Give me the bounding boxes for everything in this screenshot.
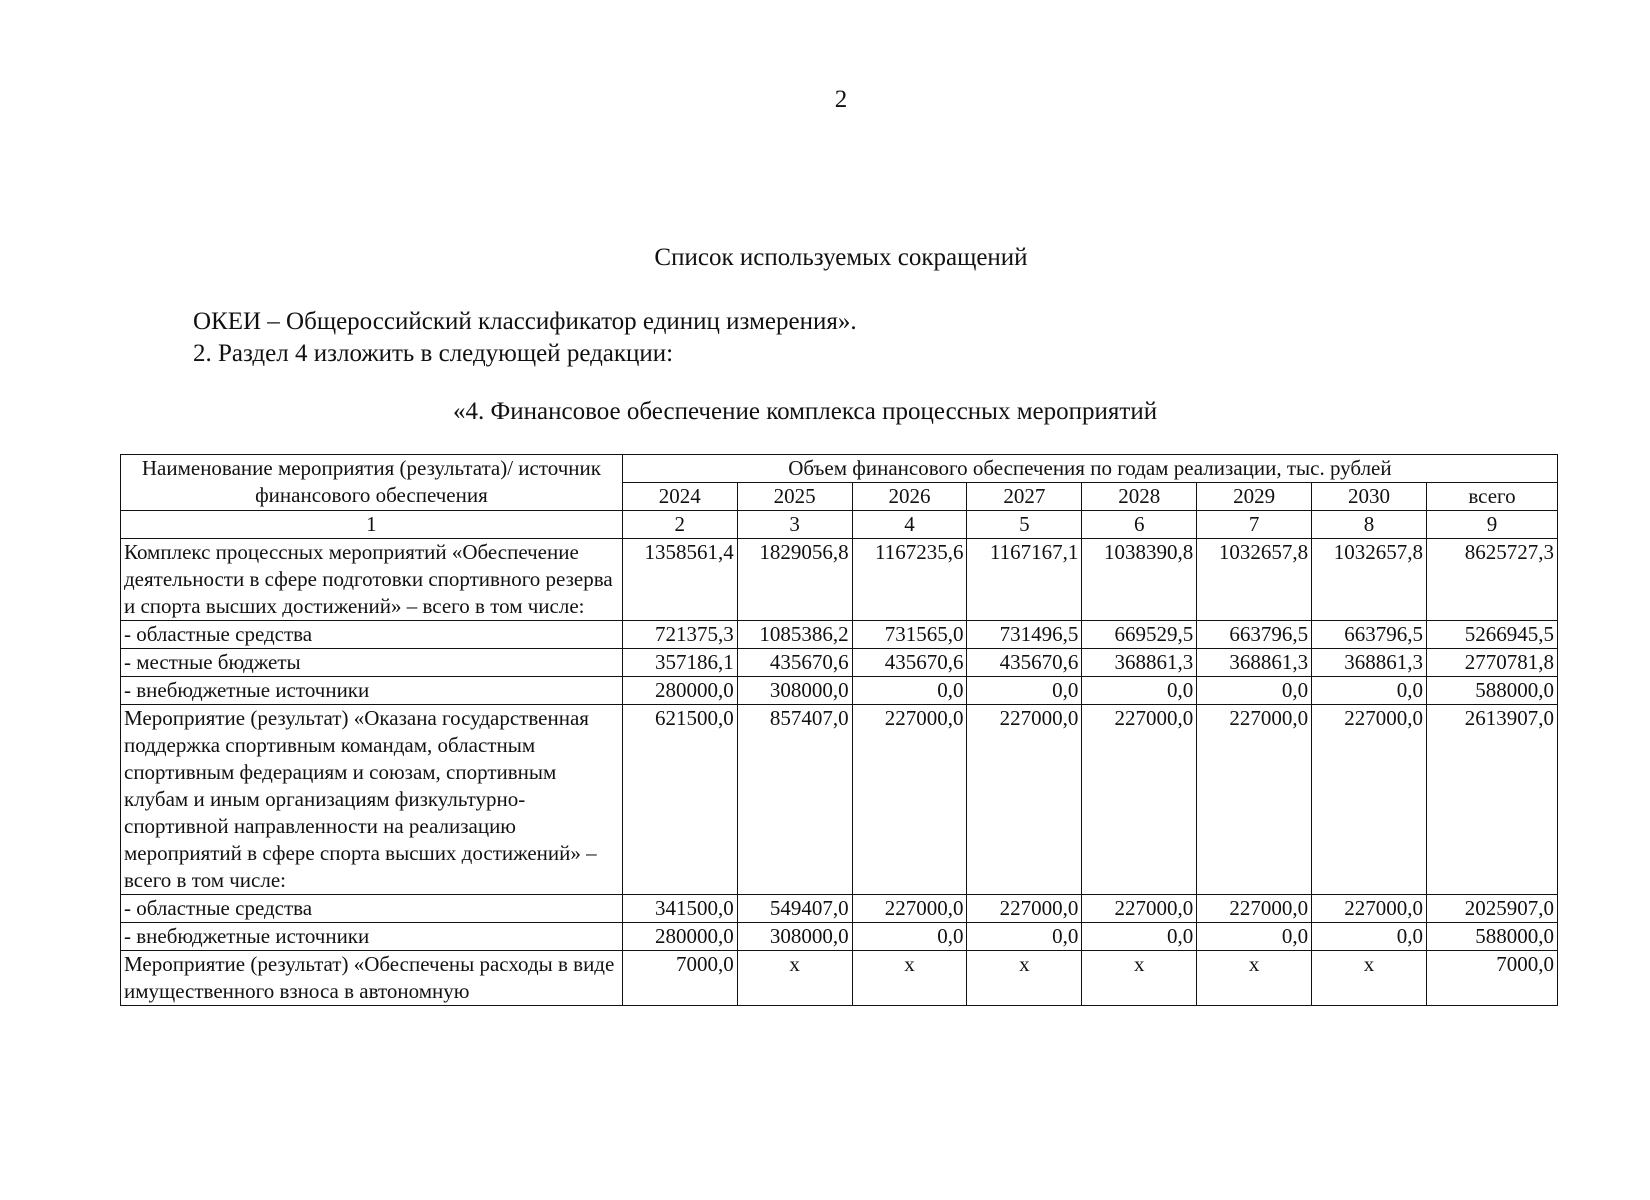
value-cell: 308000,0 xyxy=(737,677,852,705)
value-cell: x xyxy=(1082,951,1197,1006)
value-cell: 435670,6 xyxy=(852,649,967,677)
header-volume-cell: Объем финансового обеспечения по годам реализации, тыс. рублей xyxy=(622,455,1557,483)
column-index: 3 xyxy=(737,511,852,539)
row-name-cell: Комплекс процессных мероприятий «Обеспечение деятельности в сфере подготовки спортивного резерва и спорта высших достижений» – всего в том числе: xyxy=(121,539,623,621)
value-cell: 0,0 xyxy=(1312,677,1427,705)
column-index: 4 xyxy=(852,511,967,539)
table-row xyxy=(121,951,1558,1006)
value-cell: 549407,0 xyxy=(737,895,852,923)
year-header: 2026 xyxy=(852,483,967,511)
value-cell: 1038390,8 xyxy=(1082,539,1197,621)
value-cell: 227000,0 xyxy=(1197,895,1312,923)
column-index: 6 xyxy=(1082,511,1197,539)
table-row xyxy=(121,923,1558,951)
column-index-row xyxy=(121,511,1558,539)
table-row xyxy=(121,677,1558,705)
value-cell: 5266945,5 xyxy=(1426,621,1557,649)
column-index: 2 xyxy=(622,511,737,539)
value-cell: 1358561,4 xyxy=(622,539,737,621)
value-cell: x xyxy=(1197,951,1312,1006)
year-header: 2024 xyxy=(622,483,737,511)
value-cell: x xyxy=(852,951,967,1006)
total-header: всего xyxy=(1426,483,1557,511)
value-cell: 0,0 xyxy=(852,677,967,705)
column-index: 8 xyxy=(1312,511,1427,539)
value-cell: 227000,0 xyxy=(1082,705,1197,895)
table-row xyxy=(121,649,1558,677)
value-cell: 435670,6 xyxy=(737,649,852,677)
section-title: «4. Финансовое обеспечение комплекса процессных мероприятий xyxy=(453,398,1158,425)
column-index: 5 xyxy=(967,511,1082,539)
row-name-cell: - внебюджетные источники xyxy=(121,677,623,705)
value-cell: 621500,0 xyxy=(622,705,737,895)
value-cell: 341500,0 xyxy=(622,895,737,923)
year-header: 2029 xyxy=(1197,483,1312,511)
value-cell: 435670,6 xyxy=(967,649,1082,677)
value-cell: x xyxy=(1312,951,1427,1006)
value-cell: 0,0 xyxy=(967,677,1082,705)
year-header: 2027 xyxy=(967,483,1082,511)
value-cell: 857407,0 xyxy=(737,705,852,895)
table-row xyxy=(121,705,1558,895)
value-cell: 2770781,8 xyxy=(1426,649,1557,677)
table-row xyxy=(121,539,1558,621)
value-cell: 1167235,6 xyxy=(852,539,967,621)
value-cell: 0,0 xyxy=(1312,923,1427,951)
value-cell: 227000,0 xyxy=(967,895,1082,923)
value-cell: 280000,0 xyxy=(622,923,737,951)
column-index: 7 xyxy=(1197,511,1312,539)
value-cell: 663796,5 xyxy=(1197,621,1312,649)
page-number: 2 xyxy=(834,86,848,113)
column-index: 1 xyxy=(121,511,623,539)
row-name-cell: - областные средства xyxy=(121,621,623,649)
value-cell: 2025907,0 xyxy=(1426,895,1557,923)
year-header: 2030 xyxy=(1312,483,1427,511)
abbreviations-title: Список используемых сокращений xyxy=(654,244,1028,271)
value-cell: 731496,5 xyxy=(967,621,1082,649)
row-name-cell: - местные бюджеты xyxy=(121,649,623,677)
value-cell: 227000,0 xyxy=(852,705,967,895)
value-cell: 368861,3 xyxy=(1312,649,1427,677)
value-cell: 368861,3 xyxy=(1197,649,1312,677)
value-cell: 2613907,0 xyxy=(1426,705,1557,895)
value-cell: 227000,0 xyxy=(967,705,1082,895)
value-cell: 0,0 xyxy=(1082,923,1197,951)
paragraph-okei: ОКЕИ – Общероссийский классификатор единиц измерения». xyxy=(193,308,857,335)
value-cell: 227000,0 xyxy=(1197,705,1312,895)
value-cell: 0,0 xyxy=(852,923,967,951)
year-header: 2025 xyxy=(737,483,852,511)
value-cell: 1167167,1 xyxy=(967,539,1082,621)
value-cell: 0,0 xyxy=(967,923,1082,951)
value-cell: 663796,5 xyxy=(1312,621,1427,649)
value-cell: 1032657,8 xyxy=(1197,539,1312,621)
financing-table xyxy=(120,454,1558,1006)
value-cell: x xyxy=(737,951,852,1006)
value-cell: 588000,0 xyxy=(1426,677,1557,705)
value-cell: 1829056,8 xyxy=(737,539,852,621)
value-cell: 308000,0 xyxy=(737,923,852,951)
paragraph-section-change: 2. Раздел 4 изложить в следующей редакции: xyxy=(193,340,674,367)
year-header: 2028 xyxy=(1082,483,1197,511)
value-cell: 0,0 xyxy=(1197,923,1312,951)
value-cell: 588000,0 xyxy=(1426,923,1557,951)
value-cell: 227000,0 xyxy=(1312,895,1427,923)
value-cell: 0,0 xyxy=(1197,677,1312,705)
value-cell: x xyxy=(967,951,1082,1006)
value-cell: 227000,0 xyxy=(852,895,967,923)
value-cell: 1085386,2 xyxy=(737,621,852,649)
value-cell: 669529,5 xyxy=(1082,621,1197,649)
value-cell: 357186,1 xyxy=(622,649,737,677)
value-cell: 368861,3 xyxy=(1082,649,1197,677)
value-cell: 7000,0 xyxy=(1426,951,1557,1006)
value-cell: 0,0 xyxy=(1082,677,1197,705)
header-name-cell: Наименование мероприятия (результата)/ источник финансового обеспечения xyxy=(121,455,623,511)
value-cell: 227000,0 xyxy=(1312,705,1427,895)
row-name-cell: Мероприятие (результат) «Обеспечены расходы в виде имущественного взноса в автономную xyxy=(121,951,623,1006)
row-name-cell: - областные средства xyxy=(121,895,623,923)
value-cell: 8625727,3 xyxy=(1426,539,1557,621)
value-cell: 227000,0 xyxy=(1082,895,1197,923)
value-cell: 7000,0 xyxy=(622,951,737,1006)
column-index: 9 xyxy=(1426,511,1557,539)
value-cell: 280000,0 xyxy=(622,677,737,705)
value-cell: 731565,0 xyxy=(852,621,967,649)
row-name-cell: - внебюджетные источники xyxy=(121,923,623,951)
value-cell: 1032657,8 xyxy=(1312,539,1427,621)
value-cell: 721375,3 xyxy=(622,621,737,649)
table-row xyxy=(121,895,1558,923)
table-row xyxy=(121,621,1558,649)
header-row-1 xyxy=(121,455,1558,483)
row-name-cell: Мероприятие (результат) «Оказана государственная поддержка спортивным командам, областным спортивным федерациям и союзам, спортивным клубам и иным организациям физкультурно-спортивной направленности на реализацию мероприятий в сфере спорта высших достижений» – всего в том числе: xyxy=(121,705,623,895)
